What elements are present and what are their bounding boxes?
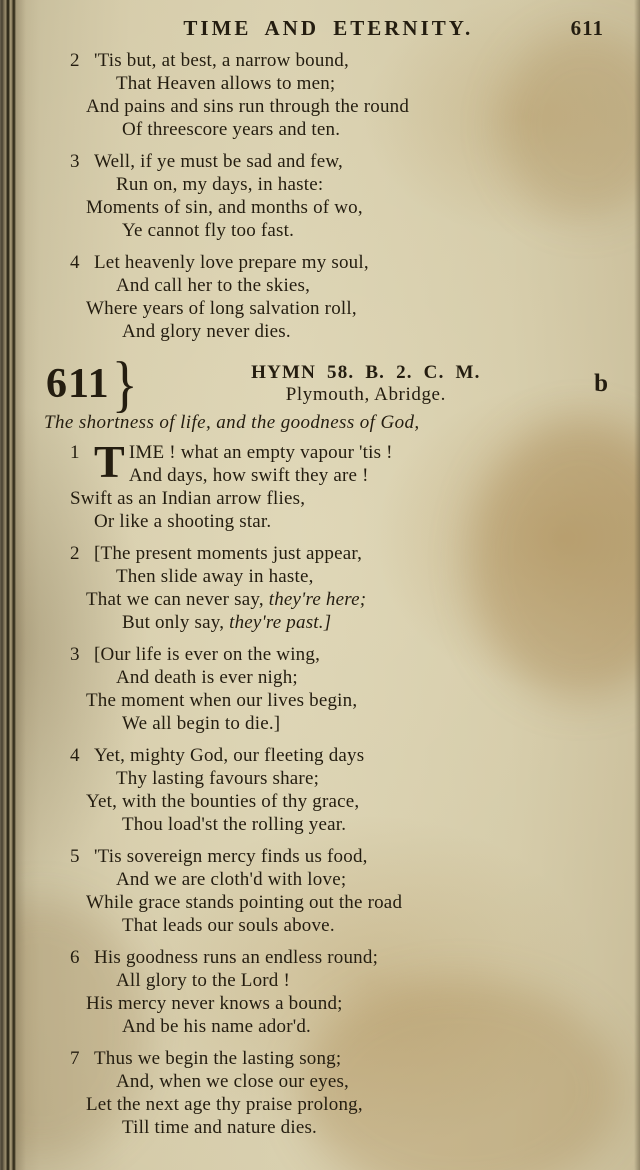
verse-line: Let heavenly love prepare my soul, xyxy=(94,252,369,273)
verse-text: But only say, xyxy=(122,612,230,633)
verse-text-italic: they're here; xyxy=(268,589,367,610)
verse-line: Yet, mighty God, our fleeting days xyxy=(94,745,365,766)
brace-glyph: } xyxy=(111,349,138,419)
top-hymn-stanzas xyxy=(40,49,630,343)
stanza xyxy=(70,436,624,533)
stanza-number: 7 xyxy=(70,1048,80,1069)
hymn-title-line1: HYMN 58. B. 2. C. M. xyxy=(251,362,481,383)
verse-line: And days, how swift they are ! xyxy=(128,465,369,486)
verse-line: Well, if ye must be sad and few, xyxy=(94,151,343,172)
verse-line: That leads our souls above. xyxy=(122,915,335,936)
stanza-number: 6 xyxy=(70,947,80,968)
stanza xyxy=(70,150,624,242)
verse-line: And call her to the skies, xyxy=(116,275,311,296)
stanza xyxy=(70,542,624,634)
stanza-number: 3 xyxy=(70,644,80,665)
verse-line: Thou load'st the rolling year. xyxy=(122,814,347,835)
verse-line xyxy=(86,588,624,611)
hymn-title xyxy=(142,362,590,406)
hymn-subtitle: The shortness of life, and the goodness of God, xyxy=(44,412,420,433)
dropcap-letter: T xyxy=(94,436,125,487)
stanza-number: 1 xyxy=(70,442,80,463)
stanza-number: 5 xyxy=(70,846,80,867)
dropcap-block xyxy=(94,436,624,487)
verse-line: [Our life is ever on the wing, xyxy=(94,644,321,665)
verse-line: Yet, with the bounties of thy grace, xyxy=(86,791,360,812)
verse-text-italic: they're past.] xyxy=(229,612,332,633)
hymn-number: 611 xyxy=(46,361,110,407)
stanza xyxy=(70,49,624,141)
verse-line: [The present moments just appear, xyxy=(94,543,363,564)
page-header xyxy=(40,14,630,49)
hymn-tune-names: Plymouth, Abridge. xyxy=(285,384,446,405)
key-letter: b xyxy=(594,370,608,397)
stanza xyxy=(70,643,624,735)
binding-edge xyxy=(0,0,26,1170)
verse-line: Moments of sin, and months of wo, xyxy=(86,197,363,218)
verse-line: Then slide away in haste, xyxy=(116,566,314,587)
verse-line: All glory to the Lord ! xyxy=(116,970,290,991)
page-edge xyxy=(634,0,640,1170)
stanza xyxy=(70,845,624,937)
verse-line: Of threescore years and ten. xyxy=(122,119,341,140)
verse-line: Let the next age thy praise prolong, xyxy=(86,1094,363,1115)
verse-line: Ye cannot fly too fast. xyxy=(122,220,295,241)
stanza xyxy=(70,1047,624,1139)
stanza-number: 4 xyxy=(70,745,80,766)
verse-line: Or like a shooting star. xyxy=(94,511,272,532)
page-number: 611 xyxy=(570,16,604,40)
verse-line xyxy=(94,611,624,634)
stanza-number: 2 xyxy=(70,50,80,71)
verse-line: Thy lasting favours share; xyxy=(116,768,320,789)
stanza xyxy=(70,744,624,836)
stanza-number: 2 xyxy=(70,543,80,564)
verse-line: Run on, my days, in haste: xyxy=(116,174,324,195)
verse-line: IME ! what an empty vapour 'tis ! xyxy=(128,442,393,463)
verse-line: And glory never dies. xyxy=(122,321,291,342)
stanza-number: 3 xyxy=(70,151,80,172)
verse-line: That Heaven allows to men; xyxy=(116,73,336,94)
verse-line: Till time and nature dies. xyxy=(122,1117,318,1138)
verse-line: Where years of long salvation roll, xyxy=(86,298,357,319)
verse-line: 'Tis but, at best, a narrow bound, xyxy=(94,50,349,71)
verse-line: The moment when our lives begin, xyxy=(86,690,358,711)
verse-line: We all begin to die.] xyxy=(122,713,281,734)
verse-line: While grace stands pointing out the road xyxy=(86,892,403,913)
verse-line: 'Tis sovereign mercy finds us food, xyxy=(94,846,368,867)
verse-line: Swift as an Indian arrow flies, xyxy=(70,488,306,509)
running-title: TIME AND ETERNITY. xyxy=(183,16,474,40)
verse-line: His mercy never knows a bound; xyxy=(86,993,343,1014)
verse-line: His goodness runs an endless round; xyxy=(94,947,379,968)
verse-line: And be his name ador'd. xyxy=(122,1016,312,1037)
verse-text: That we can never say, xyxy=(86,589,269,610)
verse-line: And, when we close our eyes, xyxy=(116,1071,350,1092)
verse-line: And we are cloth'd with love; xyxy=(116,869,347,890)
verse-line: Thus we begin the lasting song; xyxy=(94,1048,342,1069)
stanza xyxy=(70,251,624,343)
hymn-stanzas xyxy=(40,436,630,1139)
verse-line: And pains and sins run through the round xyxy=(86,96,410,117)
stanza-number: 4 xyxy=(70,252,80,273)
verse-line: And death is ever nigh; xyxy=(116,667,298,688)
hymn-heading xyxy=(40,349,630,419)
stanza xyxy=(70,946,624,1038)
